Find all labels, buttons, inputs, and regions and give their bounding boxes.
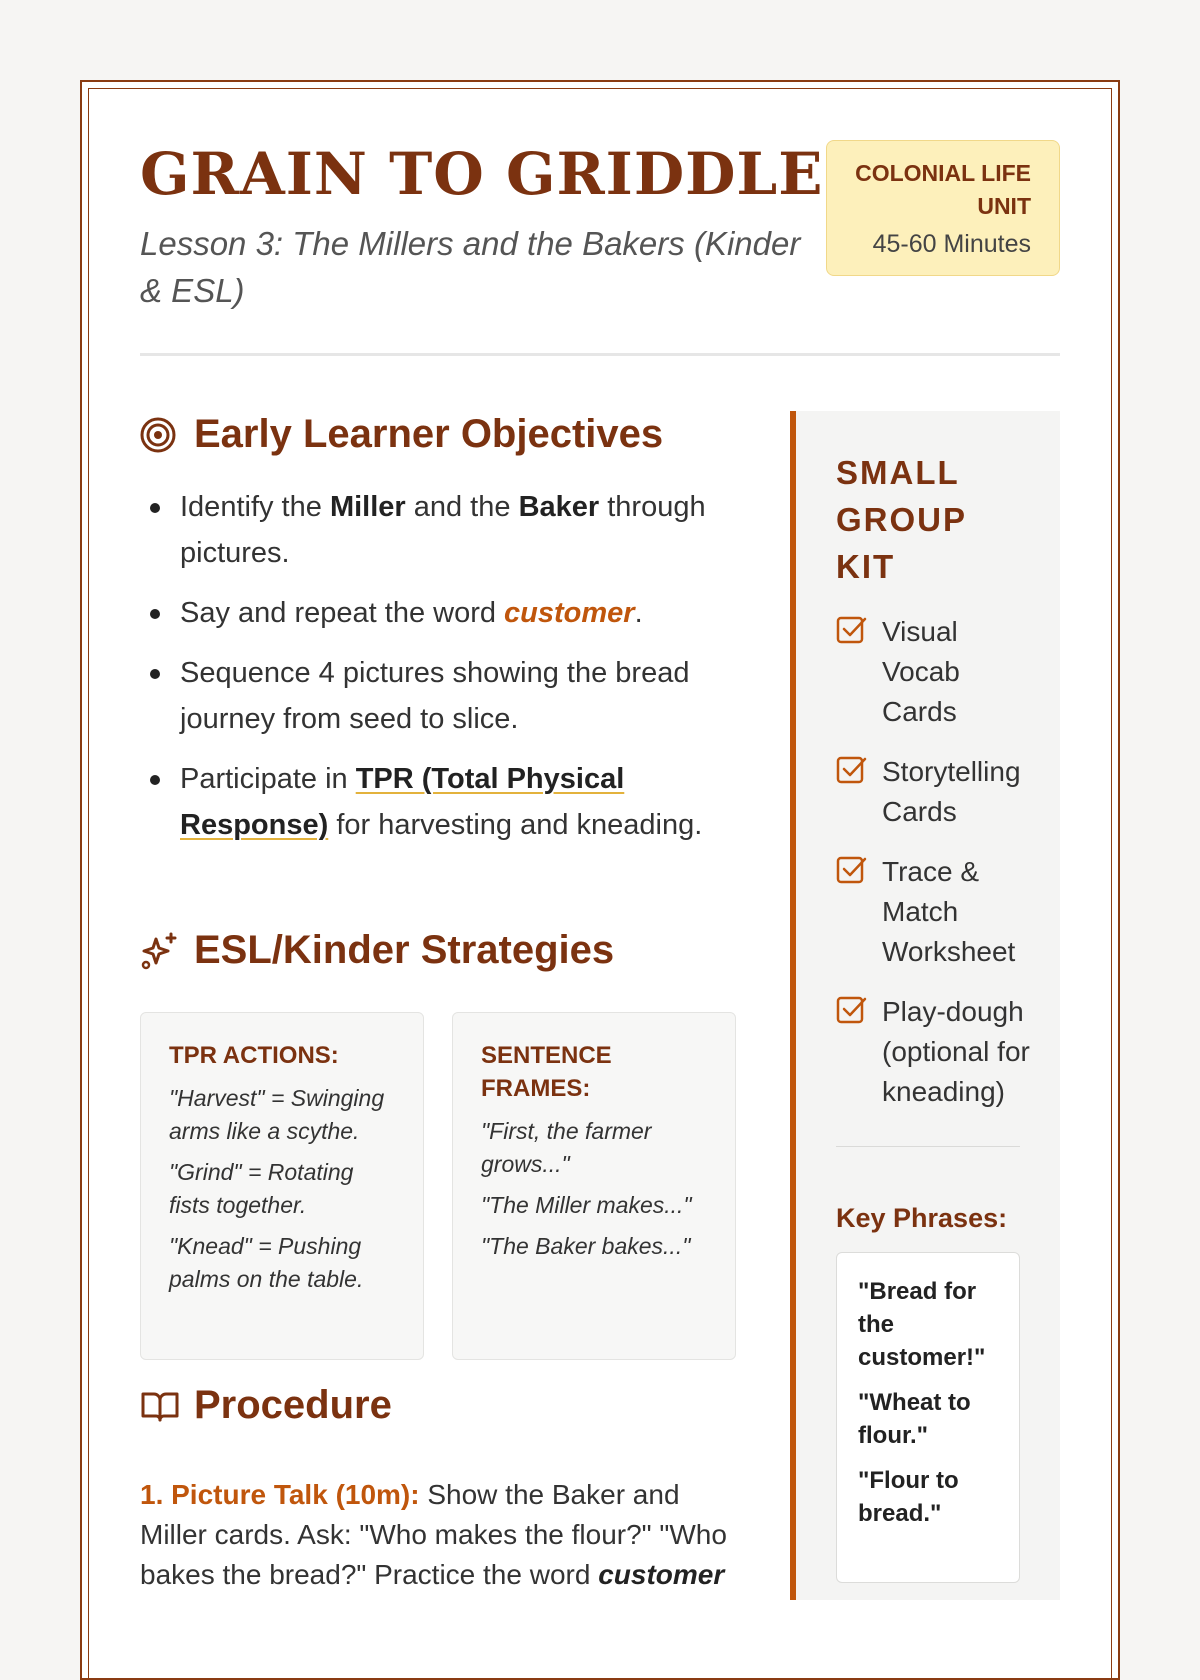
checkbox-checked-icon [836,994,868,1026]
key-phrase: "Bread for the customer!" [858,1278,986,1371]
key-phrase: "Flour to bread." [858,1467,959,1527]
kit-item-label: Trace & Match Worksheet [882,856,1016,967]
lesson-subtitle: Lesson 3: The Millers and the Bakers (Kinder & ESL) [140,225,801,309]
small-group-kit-sidebar [790,411,1060,1600]
card-line: "Grind" = Rotating fists together. [169,1159,354,1218]
key-phrases-box [836,1252,1020,1583]
card-line: "Harvest" = Swinging arms like a scythe. [169,1085,385,1144]
checkbox-checked-icon [836,614,868,646]
kit-item-label: Play-dough (optional for kneading) [882,996,1030,1107]
sidebar-title: SMALL GROUP KIT [836,454,967,585]
checkbox-checked-icon [836,854,868,886]
list-item: Sequence 4 pictures showing the bread journey from seed to slice. [180,650,780,742]
step-label: 1. Picture Talk (10m): [140,1479,420,1510]
kit-item [836,992,1060,1112]
card-line: "The Miller makes..." [481,1192,692,1218]
kit-list [836,612,1060,1112]
key-phrases-title: Key Phrases: [836,1203,1008,1233]
objectives-list [140,484,780,862]
strategies-heading-label: ESL/Kinder Strategies [194,928,615,972]
vocab-word: customer [598,1559,725,1590]
objectives-heading [140,412,663,457]
vocab-word: customer [504,597,635,629]
list-item: Identify the Miller and the Baker through pictures. [180,484,780,576]
kit-item-label: Visual Vocab Cards [882,616,960,727]
checkbox-checked-icon [836,754,868,786]
objectives-heading-label: Early Learner Objectives [194,412,664,456]
header-divider [140,353,1060,356]
sparkles-icon [140,931,180,971]
kit-item [836,852,1060,972]
unit-badge [826,140,1060,276]
card-line: "First, the farmer grows..." [481,1118,652,1177]
procedure-step-1: 1. Picture Talk (10m): Show the Baker and Miller cards. Ask: "Who makes the flour?" "Who bakes the bread?" Practice the word customer [140,1479,727,1590]
card-title: SENTENCE FRAMES: [481,1042,612,1102]
unit-label: COLONIAL LIFE UNIT [855,160,1031,219]
target-icon [140,415,180,455]
procedure-heading [140,1383,392,1428]
tpr-term: TPR (Total Physical Response) [180,763,625,841]
page-title: GRAIN TO GRIDDLE [140,140,824,208]
tpr-actions-card [140,1012,424,1360]
strategies-heading [140,928,614,973]
kit-item-label: Storytelling Cards [882,756,1021,827]
kit-item [836,612,1060,732]
sentence-frames-card [452,1012,736,1360]
list-item: Say and repeat the word customer. [180,590,780,636]
card-line: "Knead" = Pushing palms on the table. [169,1233,364,1292]
key-phrase: "Wheat to flour." [858,1389,971,1449]
card-line: "The Baker bakes..." [481,1233,691,1259]
card-title: TPR ACTIONS: [169,1042,339,1069]
duration-label: 45-60 Minutes [872,230,1031,258]
kit-item [836,752,1060,832]
sidebar-divider [836,1146,1020,1147]
list-item: Participate in TPR (Total Physical Response) for harvesting and kneading. [180,756,780,848]
procedure-heading-label: Procedure [194,1383,392,1427]
open-book-icon [140,1386,180,1426]
